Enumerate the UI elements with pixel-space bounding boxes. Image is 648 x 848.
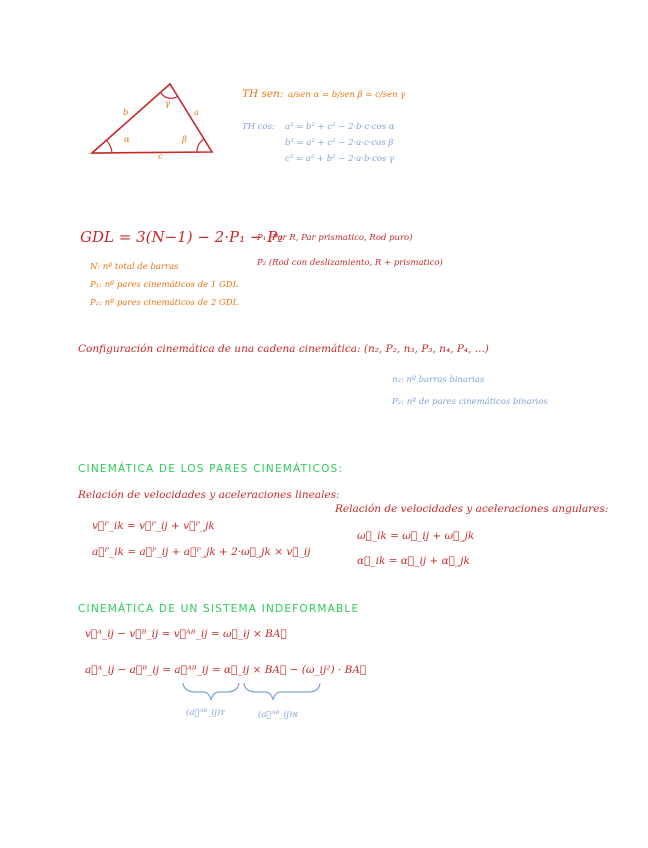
law-of-cosines-label: TH cos: — [242, 122, 275, 132]
law-of-sines-formula: a/sen α = b/sen β = c/sen γ — [288, 90, 406, 100]
triangle-side-c: c — [158, 152, 163, 162]
configuracion-p2-definition: P₂: nº de pares cinemáticos binarios — [392, 397, 548, 407]
gdl-p1-definition: P₁ (Par R, Par prismatico, Rod puro) — [257, 233, 413, 243]
law-of-cosines-eq1: a² = b² + c² − 2·b·c·cos α — [285, 122, 395, 132]
sistema-indeformable-eq2: a⃗ᴬ_ij − a⃗ᴮ_ij = a⃗ᴬᴮ_ij = α⃗_ij × BA⃗ − (ω_ij²) · BA⃗ — [85, 664, 367, 676]
tangential-component-label: (a⃗ᴬᴮ_ij)ᴛ — [186, 708, 225, 718]
normal-component-label: (a⃗ᴬᴮ_ij)ɴ — [258, 710, 298, 720]
triangle-side-a: a — [194, 108, 200, 118]
gdl-p2-count: P₂: nº pares cinemáticos de 2 GDL — [90, 298, 239, 308]
law-of-sines-label: TH sen: — [242, 88, 284, 100]
lineal-title: Relación de velocidades y aceleraciones lineales: — [78, 489, 340, 501]
angular-eq2: α⃗_ik = α⃗_ij + α⃗_jk — [357, 555, 470, 567]
lineal-eq1: v⃗ᴾ_ik = v⃗ᴾ_ij + v⃗ᴾ_jk — [92, 520, 215, 532]
configuracion-n2-definition: n₂: nº barras binarias — [392, 375, 485, 385]
triangle-side-b: b — [123, 108, 129, 118]
gdl-p2-definition: P₂ (Rod con deslizamiento, R + prismatico) — [257, 258, 443, 268]
gdl-p1-count: P₁: nº pares cinemáticos de 1 GDL — [90, 280, 239, 290]
lineal-eq2: a⃗ᴾ_ik = a⃗ᴾ_ij + a⃗ᴾ_jk + 2·ω⃗_jk × v⃗_ij — [92, 546, 311, 558]
triangle-angle-beta: β — [182, 135, 187, 145]
triangle-angle-gamma: γ — [165, 99, 171, 109]
law-of-cosines-eq2: b² = a² + c² − 2·a·c·cos β — [285, 138, 394, 148]
gdl-n-definition: N: nº total de barras — [90, 262, 179, 272]
angular-title: Relación de velocidades y aceleraciones angulares: — [335, 503, 609, 515]
braces — [183, 683, 320, 700]
triangle-angle-alpha: α — [124, 135, 130, 145]
sistema-indeformable-heading: CINEMÁTICA DE UN SISTEMA INDEFORMABLE — [78, 603, 360, 615]
triangle-sketch — [92, 84, 212, 153]
configuracion-title: Configuración cinemática de una cadena cinemática: (n₂, P₂, n₃, P₃, n₄, P₄, ...) — [78, 343, 489, 355]
sistema-indeformable-eq1: v⃗ᴬ_ij − v⃗ᴮ_ij = v⃗ᴬᴮ_ij = ω⃗_ij × BA⃗ — [85, 628, 287, 640]
gdl-formula: GDL = 3(N−1) − 2·P₁ − P₂ — [80, 228, 284, 246]
angular-eq1: ω⃗_ik = ω⃗_ij + ω⃗_jk — [357, 530, 475, 542]
cinematica-pares-heading: CINEMÁTICA DE LOS PARES CINEMÁTICOS: — [78, 463, 344, 475]
law-of-cosines-eq3: c² = a² + b² − 2·a·b·cos γ — [285, 154, 395, 164]
